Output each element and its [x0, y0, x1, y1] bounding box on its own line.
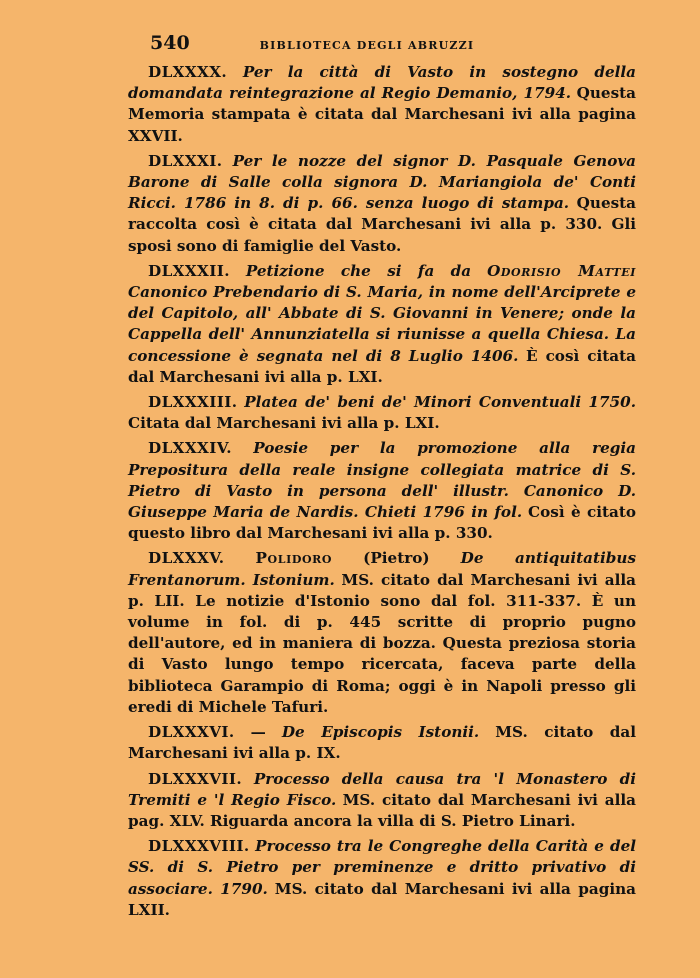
entry-586: [128, 722, 636, 764]
entry-590: [128, 62, 636, 147]
entry-title: Processo tra le Congreghe della Carità e del SS. di S. Pietro per preminenze e dritto privativo di associare. 1790.: [128, 837, 637, 898]
entry-body: Questa Memoria stampata è citata dal Marchesani ivi alla pagina XXVII.: [128, 84, 636, 145]
entry-585: [128, 548, 636, 718]
entry-582: [128, 261, 636, 388]
entry-title: Processo della causa tra 'l Monastero di Tremiti e 'l Regio Fisco.: [128, 769, 637, 809]
entry-581: [128, 151, 636, 257]
entry-number: DLXXXX.: [148, 63, 228, 81]
entry-number: DLXXXII.: [148, 261, 230, 280]
entry-body: Citata dal Marchesani ivi alla p. LXI.: [128, 414, 440, 433]
entry-title: De Episcopis Istonii.: [281, 723, 480, 742]
entry-title: Platea de' beni de' Minori Conventuali 1750.: [244, 393, 636, 412]
running-title: BIBLIOTECA DEGLI ABRUZZI: [259, 39, 475, 52]
entry-body: MS. citato dal Marchesani ivi alla pagina LXII.: [128, 879, 636, 919]
entry-title: De antiquitatibus Frentanorum. Istonium.: [128, 549, 637, 589]
entry-body: Così è citato questo libro dal Marchesani ivi alla p. 330.: [128, 503, 637, 543]
entry-number: DLXXXVIII.: [148, 837, 250, 856]
entry-number: DLXXXI.: [148, 151, 223, 170]
entry-title: Per le nozze del signor D. Pasquale Genova Barone di Salle colla signora D. Mariangiola de' Conti Ricci. 1786 in 8. di p. 66. senza luogo di stampa.: [128, 151, 637, 213]
entry-dash: —: [250, 723, 266, 742]
entry-body: Questa raccolta così è citata dal Marchesani ivi alla p. 330. Gli sposi sono di famiglie del Vasto.: [128, 194, 637, 255]
entry-author: Polidoro: [255, 549, 333, 568]
entry-author-paren: (Pietro): [363, 549, 430, 568]
entry-number: DLXXXV.: [148, 549, 225, 568]
entry-title: Per la città di Vasto in sostegno della domandata reintegrazione al Regio Demanio, 1794.: [128, 63, 636, 103]
page-number: 540: [150, 32, 190, 54]
entry-number: DLXXXIV.: [148, 439, 232, 458]
entry-body: MS. citato dal Marchesani ivi alla p. IX.: [128, 723, 637, 763]
entry-588: [128, 836, 636, 921]
entry-587: [128, 769, 636, 833]
entry-584: [128, 438, 636, 544]
entry-number: DLXXXVII.: [148, 769, 243, 788]
entry-author: Odorisio Mattei: [487, 261, 637, 280]
entry-title: Poesie per la promozione alla regia Prepositura della reale insigne collegiata matrice di S. Pietro di Vasto in persona dell' illustr. Canonico D. Giuseppe Maria de Nardis. Chieti 1796 in fol.: [128, 439, 637, 522]
entry-583: [128, 392, 636, 434]
entry-number: DLXXXVI.: [148, 723, 235, 742]
entry-body: MS. citato dal Marchesani ivi alla p. LII. Le notizie d'Istonio sono dal fol. 311-337. È un volume in fol. di p. 445 scritte di proprio pugno dell'autore, ed in maniera di bozza. Questa preziosa storia di Vasto lungo tempo ricercata, faceva parte della biblioteca Garampio di Roma; oggi è in Napoli presso gli eredi di Michele Tafuri.: [128, 570, 637, 716]
entry-title: Canonico Prebendario di S. Maria, in nome dell'Arciprete e del Capitolo, all' Abbate di S. Giovanni in Venere; onde la Cappella dell' Annunziatella si riunisse a quella Chiesa. La concessione è segnata nel di 8 Luglio 1406.: [128, 283, 636, 365]
entry-title-pre: Petizione che si fa da: [245, 261, 472, 280]
entry-body: MS. citato dal Marchesani ivi alla pag. XLV. Riguarda ancora la villa di S. Pietro Linari.: [128, 790, 636, 830]
page-header: [128, 32, 636, 60]
entry-body: È così citata dal Marchesani ivi alla p. LXI.: [128, 346, 637, 386]
entry-number: DLXXXIII.: [148, 393, 238, 412]
